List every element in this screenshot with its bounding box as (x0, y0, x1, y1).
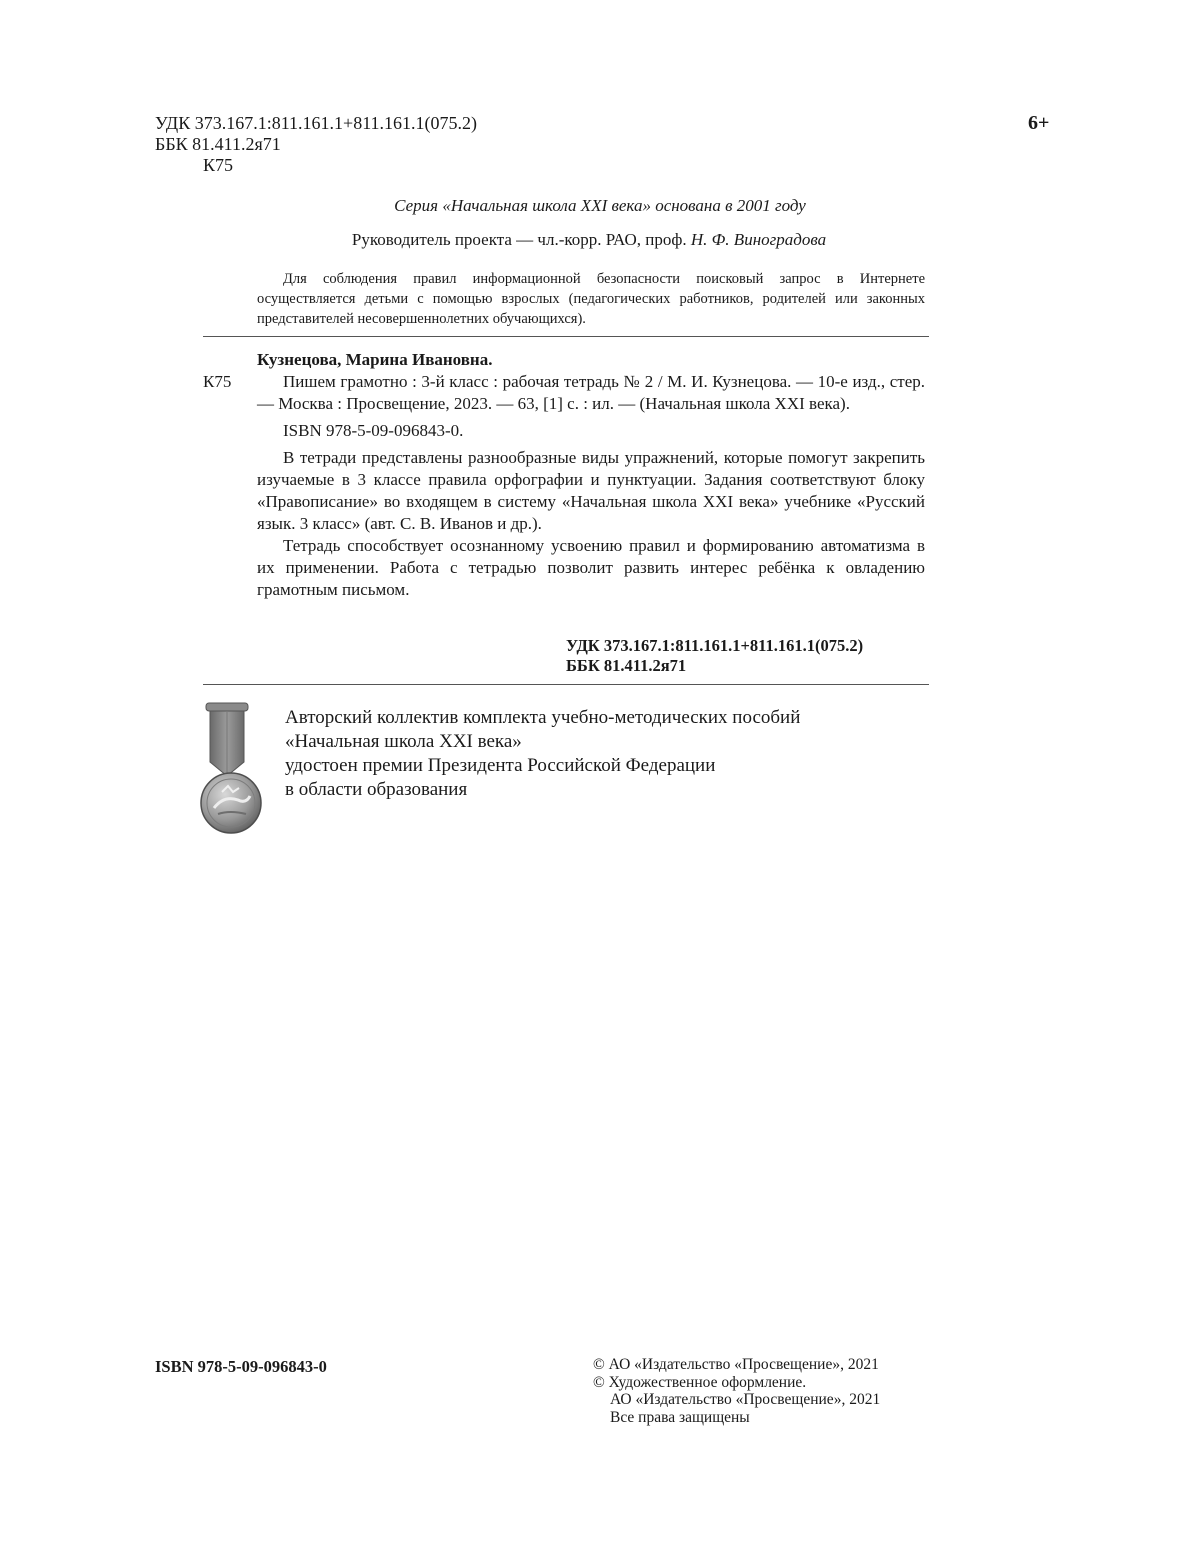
copyright-line-3: АО «Издательство «Просвещение», 2021 (610, 1391, 881, 1408)
record-description: Пишем грамотно : 3-й класс : рабочая тетрадь № 2 / М. И. Кузнецова. — 10-е изд., стер. — Москва : Просвещение, 2023. — 63, [1] с. : ил. — (Начальная школа XXI века). (257, 372, 925, 413)
bbk-code: ББК 81.411.2я71 (155, 134, 281, 154)
divider-top (203, 336, 929, 337)
award-line-3: удостоен премии Президента Российской Федерации (285, 755, 716, 776)
award-text (285, 706, 800, 802)
record-author-mark: К75 (203, 372, 232, 391)
copyright-block (593, 1356, 880, 1426)
record-udk: УДК 373.167.1:811.161.1+811.161.1(075.2) (566, 636, 864, 655)
award-line-1: Авторский коллектив комплекта учебно-методических пособий (285, 707, 801, 728)
author-mark: К75 (203, 155, 234, 175)
safety-notice: Для соблюдения правил информационной безопасности поисковый запрос в Интернете осуществляется детьми с помощью взрослых (педагогических работников, родителей или законных представителей несовершеннолетних обучающихся). (257, 271, 925, 327)
divider-bottom (203, 684, 929, 685)
record-isbn: ISBN 978-5-09-096843-0. (283, 421, 464, 440)
series-line: Серия «Начальная школа XXI века» основана в 2001 году (394, 196, 806, 215)
record-bbk: ББК 81.411.2я71 (566, 656, 687, 675)
project-head (0, 230, 1178, 250)
udk-code: УДК 373.167.1:811.161.1+811.161.1(075.2) (155, 113, 478, 133)
copyright-line-2: © Художественное оформление. (593, 1373, 807, 1391)
record-abstract-1: В тетради представлены разнообразные виды упражнений, которые помогут закрепить изучаемые в 3 классе правила орфографии и пунктуации. Задания соответствуют блоку «Правописание» во входящем в систему «Начальная школа XXI века» учебнике «Русский язык. 3 класс» (авт. С. В. Иванов и др.). (257, 448, 925, 533)
project-head-label: Руководитель проекта — чл.-корр. РАО, проф. (351, 230, 687, 249)
medal-icon (200, 700, 270, 840)
project-head-name: Н. Ф. Виноградова (690, 230, 827, 249)
bibliographic-record (257, 371, 925, 601)
copyright-line-1: © АО «Издательство «Просвещение», 2021 (593, 1356, 879, 1373)
age-rating: 6+ (1028, 112, 1050, 134)
isbn-bottom: ISBN 978-5-09-096843-0 (155, 1357, 327, 1376)
award-line-4: в области образования (285, 779, 468, 800)
award-line-2: «Начальная школа XXI века» (285, 731, 522, 752)
top-indexes (155, 113, 477, 176)
record-author: Кузнецова, Марина Ивановна. (257, 350, 493, 369)
record-indexes (566, 636, 863, 676)
copyright-line-4: Все права защищены (610, 1408, 750, 1426)
record-abstract-2: Тетрадь способствует осознанному усвоению правил и формированию автоматизма в их применении. Работа с тетрадью позволит развить интерес ребёнка к овладению грамотным письмом. (257, 536, 925, 599)
